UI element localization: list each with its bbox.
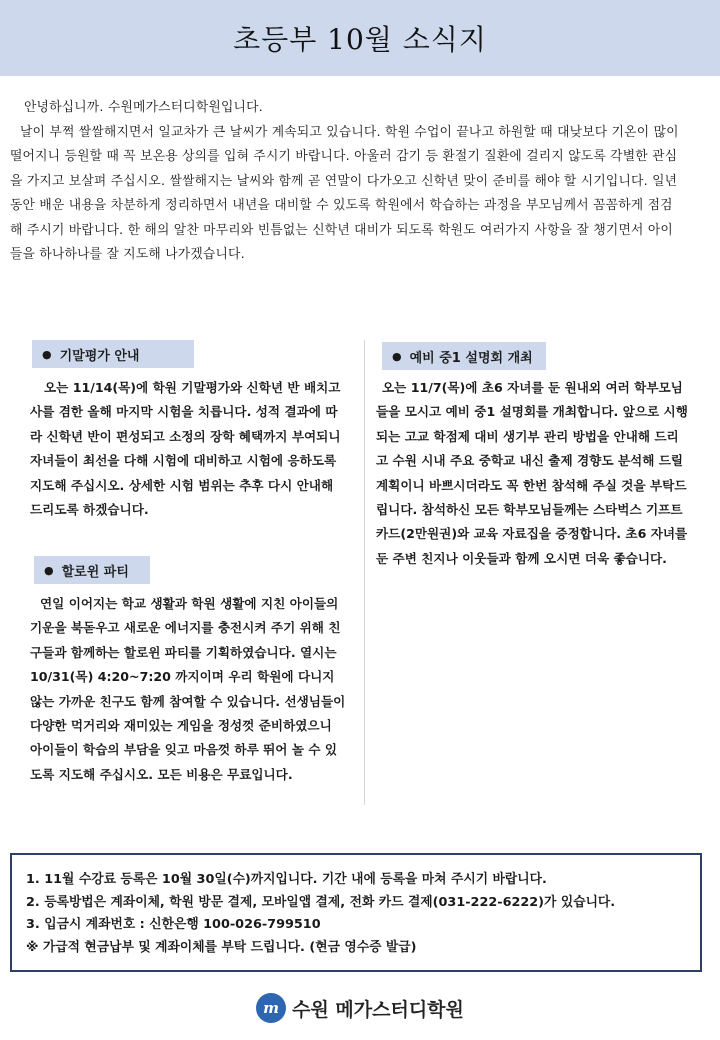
intro-greeting: 안녕하십니까. 수원메가스터디학원입니다.: [24, 100, 263, 115]
notice-line-2: 2. 등록방법은 계좌이체, 학원 방문 결제, 모바일앱 결제, 전화 카드 결제(031-222-6222)가 있습니다.: [26, 894, 616, 910]
bullet-icon: ●: [42, 347, 52, 361]
section-header-halloween: [34, 556, 150, 584]
academy-name: 수원 메가스터디학원: [292, 998, 464, 1021]
section-title-halloween: 할로윈 파티: [61, 564, 129, 580]
academy-logo-icon: m: [256, 993, 286, 1023]
intro-text: [10, 96, 682, 268]
notice-line-3: 3. 입금시 계좌번호 : 신한은행 100-026-799510: [26, 917, 321, 932]
footer-brand: [0, 988, 720, 1028]
section-body-briefing: [376, 376, 690, 571]
page-title: 초등부 10월 소식지: [233, 23, 487, 56]
bullet-icon: ●: [392, 349, 402, 363]
intro-body: 날이 부쩍 쌀쌀해지면서 일교차가 큰 날씨가 계속되고 있습니다. 학원 수업이 끝나고 하원할 때 대낮보다 기온이 많이 떨어지니 등원할 때 꼭 보온용 상의를 입혀 주시기 바랍니다. 아울러 감기 등 환절기 질환에 걸리지 않도록 각별한 관심을 가지고 보살펴 주십시오. 쌀쌀해지는 날씨와 함께 곧 연말이 다가오고 신학년 맞이 준비를 해야 할 시기입니다. 일년 동안 배운 내용을 차분하게 정리하면서 내년을 대비할 수 있도록 학원에서 학습하는 과정을 부모님께서 꼼꼼하게 점검해 주시기 바랍니다. 한 해의 알찬 마무리와 빈틈없는 신학년 대비가 되도록 학원도 여러가지 사항을 잘 챙기면서 아이들을 하나하나를 잘 지도해 나가겠습니다.: [10, 124, 679, 262]
notice-line-1: 1. 11월 수강료 등록은 10월 30일(수)까지입니다. 기간 내에 등록을 마쳐 주시기 바랍니다.: [26, 872, 547, 887]
title-band: [0, 0, 720, 76]
column-divider: [364, 340, 365, 805]
section-header-exam: [32, 340, 194, 368]
registration-notice-box: [10, 853, 702, 972]
exam-text: 오는 11/14(목)에 학원 기말평가와 신학년 반 배치고사를 겸한 올해 마지막 시험을 치릅니다. 성적 결과에 따라 신학년 반이 편성되고 소정의 장학 혜택까지 부여되니 자녀들이 최선을 다해 시험에 대비하고 시험에 응하도록 지도해 주십시오. 상세한 시험 범위는 추후 다시 안내해 드리도록 하겠습니다.: [30, 380, 341, 518]
halloween-text: 연일 이어지는 학교 생활과 학원 생활에 지친 아이들의 기운을 북돋우고 새로운 에너지를 충전시켜 주기 위해 친구들과 함께하는 할로윈 파티를 기획하였습니다. 열시는 10/31(목) 4:20~7:20 까지이며 우리 학원에 다니지 않는 가까운 친구도 함께 참여할 수 있습니다. 선생님들이 다양한 먹거리와 재미있는 게임을 정성껏 준비하였으니 아이들이 학습의 부담을 잊고 마음껏 하루 뛰어 놀 수 있도록 지도해 주십시오. 모든 비용은 무료입니다.: [30, 596, 346, 782]
briefing-text: 오는 11/7(목)에 초6 자녀를 둔 원내외 여러 학부모님들을 모시고 예비 중1 설명회를 개최합니다. 앞으로 시행되는 고교 학점제 대비 생기부 관리 방법을 안내해 드리고 수원 시내 주요 중학교 내신 출제 경향도 분석해 드릴 계획이니 바쁘시더라도 꼭 한번 참석해 주실 것을 부탁드립니다. 참석하신 모든 학부모님들께는 스타벅스 기프트카드(2만원권)와 교육 자료집을 증정합니다. 초6 자녀를 둔 주변 친지나 이웃들과 함께 오시면 더욱 좋습니다.: [376, 380, 688, 566]
notice-line-4: ※ 가급적 현금납부 및 계좌이체를 부탁 드립니다. (현금 영수증 발급): [26, 939, 417, 955]
section-title-briefing: 예비 중1 설명회 개최: [409, 350, 533, 366]
section-header-briefing: [382, 342, 546, 370]
bullet-icon: ●: [44, 563, 54, 577]
section-body-halloween: [30, 592, 348, 787]
section-title-exam: 기말평가 안내: [59, 348, 140, 364]
section-body-exam: [30, 376, 348, 522]
